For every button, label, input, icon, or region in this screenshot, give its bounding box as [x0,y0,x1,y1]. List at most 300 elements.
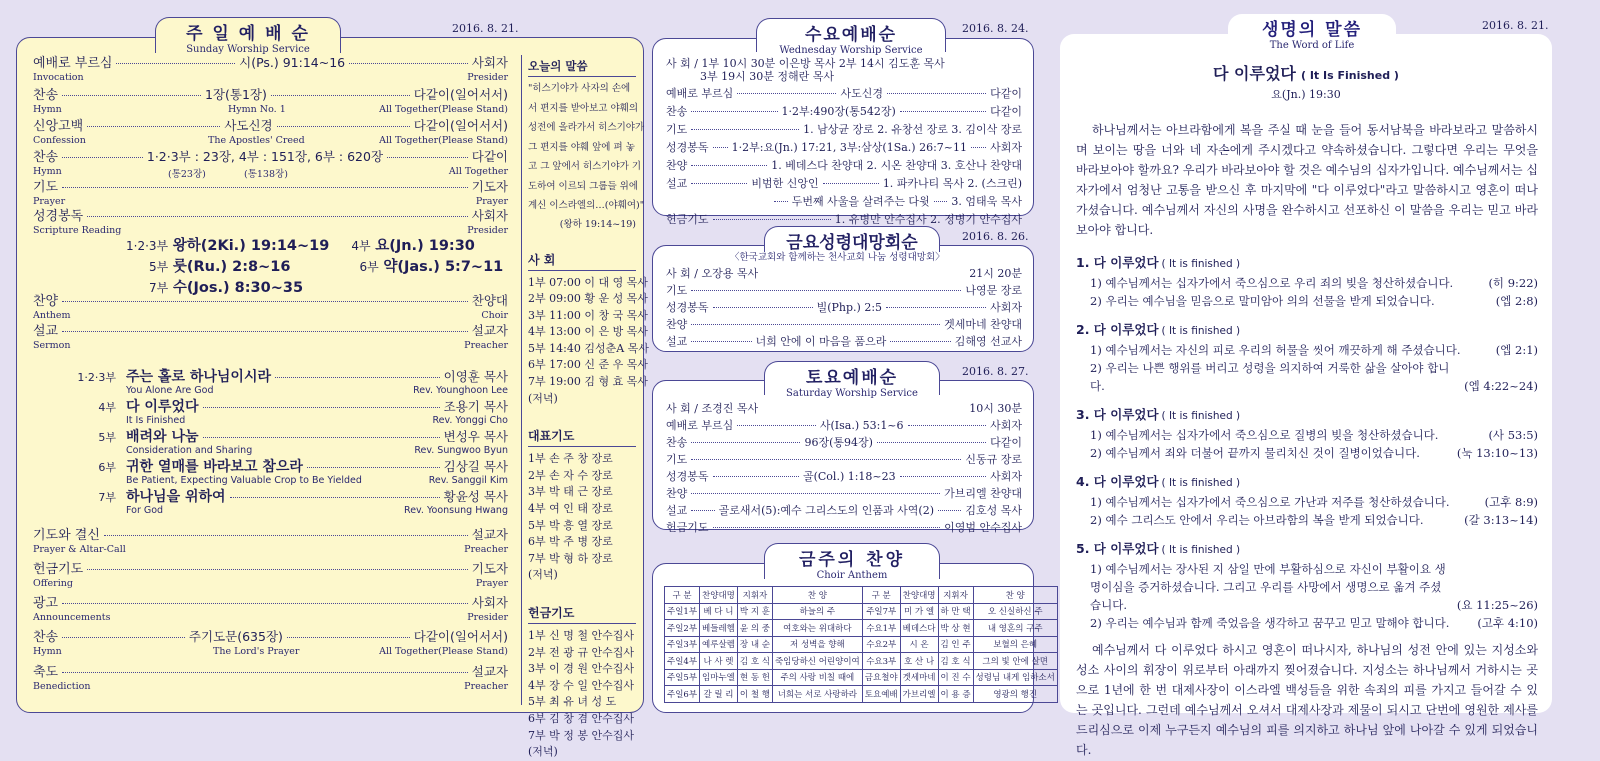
sunday-item-en: Scripture Reading [33,225,122,236]
sermon-service: 7부 [98,491,116,504]
word-main-title: 다 이루었다 [1213,64,1296,83]
anthem-cell: 금요철야 [862,669,900,686]
anthem-cell: 이 용 증 [938,686,973,703]
sermon-preacher: 김상길 목사 [443,459,508,474]
sat-leader-text: 사 회 / 조경진 목사 [666,402,759,415]
sermon-title: 배려와 나눔 [126,429,199,445]
leader-dots [691,459,961,460]
side-column [528,58,649,761]
word-ref: 요(Jn.) 19:30 [1271,88,1341,101]
anthem-cell: 윤 의 중 [737,620,772,637]
fri-row-item: 성경봉독 [666,301,709,314]
sunday-item-en: Offering [33,578,73,589]
word-sub-text: 1) 예수님께서는 장사된 지 삼일 만에 부활하심으로 자신이 부활이요 생명이심을 증거하셨습니다. 그리고 우리를 사망에서 생명으로 옮겨 주셨습니다. [1090,562,1446,612]
word-sub-ref: (엡 4:22~24) [1464,379,1538,393]
anthem-row [665,603,1058,620]
sunday-item-en: Anthem [33,310,71,321]
pray-line: 7부 박 형 하 장로 [528,551,613,565]
leader-dots [887,93,986,94]
sunday-item-en: Hymn [33,166,62,177]
word-point-en: ( It is finished ) [1161,325,1241,337]
leader-dots [823,183,879,184]
sunday-item-en: Sermon [33,340,71,351]
anthem-cell: 하 만 택 [938,603,973,620]
word-point [1076,472,1538,529]
fri-row-role: 사회자 [990,301,1022,314]
word-point-heading: 4. 다 이루었다 [1076,474,1159,489]
sermon-preacher-en: Rev. Yoonsung Hwang [404,505,508,516]
leader-dots [691,341,751,342]
offering-line: 6부 김 창 겸 안수집사 [528,711,634,725]
anthem-cell: 너희는 서로 사랑하라 [772,686,862,703]
word-line: 그 편지를 야훼 앞에 펴 놓 [528,141,635,153]
wed-row [666,195,1022,209]
fri-row-role: 겟세마네 찬양대 [944,318,1022,331]
sunday-item: 기도와 결신 [33,528,100,543]
word-point [1076,539,1538,632]
fri-row-item: 설교 [666,335,688,348]
sunday-item-role: 설교자 [471,323,508,338]
leader-dots [87,216,468,217]
lead-line: 4부 13:00 이 은 방 목사 [528,325,648,339]
sunday-row-r3 [33,119,508,134]
sunday-item: 기도 [33,180,59,195]
sunday-row-r4 [33,150,508,165]
wed-row-role: 사회자 [990,141,1023,154]
saturday-date: 2016. 8. 27. [962,365,1029,378]
word-line: 성전에 올라가서 히스기야가 [528,122,645,133]
sermon-preacher-en: Rev. Younghoon Lee [413,385,508,396]
hymn-old-no-a: (통23장) [168,169,206,180]
word-sub-point [1076,614,1538,632]
word-point-title [1076,539,1538,560]
word-body [1076,120,1538,760]
sunday-row-r12 [33,630,508,645]
sunday-date: 2016. 8. 21. [452,22,519,35]
anthem-cell: 이 철 행 [737,686,772,703]
leader-dots [691,129,799,130]
sat-row-item: 찬송 [666,436,688,449]
fri-row [666,318,1022,332]
word-line: 계신 이스라엘의…(야훼여)" [528,200,645,211]
sermon-title-en: You Alone Are God [126,385,214,396]
offering-line: 7부 박 정 봉 안수집사 [528,728,634,742]
word-sub-ref: (고후 8:9) [1484,495,1538,509]
anthem-subtitle: Choir Anthem [816,570,888,581]
word-subtitle: The Word of Life [1269,40,1355,51]
sat-row-item: 헌금기도 [666,521,709,534]
word-line: 고 그 앞에서 히스기야가 기 [528,161,642,172]
sunday-item: 성경봉독 [33,209,84,224]
sat-time: 10시 30분 [969,402,1022,415]
fri-row [666,301,1022,315]
wed-row-detail: 사도신경 [840,87,883,100]
lead-line: 5부 14:40 김성춘A 목사 [528,341,649,355]
anthem-cell: 내 영혼의 구주 [973,620,1057,637]
wed-row [666,123,1022,137]
sermon-title-en: Consideration and Sharing [126,445,253,456]
anthem-cell: 현 동 헌 [737,669,772,686]
word-title: 생명의 말씀 [1261,20,1363,40]
sunday-role-en: Choir [481,310,508,321]
sat-row-item: 성경봉독 [666,470,709,483]
word-sub-text: 2) 우리는 예수님과 함께 죽었음을 생각하고 꿈꾸고 믿고 말해야 합니다. [1090,616,1450,630]
sermon-preacher-en: Rev. Sanggil Kim [428,475,508,486]
friday-date: 2016. 8. 26. [962,230,1029,243]
leader-dots [908,425,987,426]
sunday-row-r11 [33,596,508,611]
sunday-item-en: Hymn [33,646,62,657]
anthem-cell: 성령님 내게 임하소서 [973,669,1057,686]
wed-leader-2-text: 3부 19시 30분 정해란 목사 [700,70,834,83]
word-main-title-en: ( It Is Finished ) [1300,69,1399,82]
sunday-item: 광고 [33,596,59,611]
sunday-item-role: 다같이(일어서서) [413,87,509,102]
sunday-role-en: Preacher [464,340,508,351]
leader-dots [900,476,986,477]
anthem-col-header: 구 분 [665,587,700,604]
wed-row-detail: 두번째 사울을 살려주는 다윗 [791,195,930,208]
wednesday-subtitle: Wednesday Worship Service [779,45,923,56]
leader-dots [62,187,468,188]
sermon-preacher-en: Rev. Yonggi Cho [432,415,508,426]
sat-row-item: 찬양 [666,487,688,500]
word-sub-point [1076,426,1538,444]
leader-dots [116,63,235,64]
sunday-item-detail: 1·2·3부 : 23장, 4부 : 151장, 6부 : 620장 [146,149,384,164]
sat-row [666,521,1022,535]
anthem-cell: 미 가 엘 [900,603,938,620]
sat-row-role: 신동규 장로 [965,453,1022,466]
pray-line: (저녁) [528,568,558,582]
word-sub-point [1076,359,1538,395]
word-point-en: ( It is finished ) [1161,544,1241,556]
sunday-role-en: All Together(Please Stand) [379,104,508,115]
word-point-heading: 5. 다 이루었다 [1076,541,1159,556]
leader-dots [62,603,468,604]
anthem-cell: 죽임당하신 어린양이여 [772,653,862,670]
lead-line: 3부 11:00 이 창 국 목사 [528,308,648,322]
sermon-title-en: It Is Finished [126,415,186,426]
anthem-cell: 하늘의 주 [772,603,862,620]
sunday-role-en: Preacher [464,681,508,692]
anthem-cell: 토요예배 [862,686,900,703]
pray-line: 5부 박 흥 열 장로 [528,518,613,532]
sunday-item: 찬송 [33,88,59,103]
sermon-row [72,370,508,385]
wed-row-role: 1. 유병만 안수집사 2. 정병기 안수집사 [834,213,1022,226]
leader-dots [938,510,961,511]
anthem-cell: 주일7부 [862,603,900,620]
sunday-item-role: 기도자 [471,179,508,194]
lead-line: 7부 19:00 김 형 효 목사 [528,375,648,389]
leader-dots [886,307,986,308]
sunday-item-en: Confession [33,135,86,146]
anthem-cell: 그의 빛 안에 살면 [973,653,1057,670]
word-sub-ref: (엡 2:8) [1495,294,1538,308]
sunday-item: 헌금기도 [33,562,84,577]
word-sub-point [1076,274,1538,292]
sermon-title-en: Be Patient, Expecting Valuable Crop to Be Yielded [126,475,362,486]
sat-row [666,470,1022,484]
word-date: 2016. 8. 21. [1482,19,1549,32]
anthem-cell: 시 온 [900,636,938,653]
sunday-row-r6 [33,209,508,224]
word-sub-text: 1) 예수님께서는 십자가에서 죽으심으로 우리 죄의 빚을 청산하셨습니다. [1090,276,1454,290]
lead-line: (저녁) [528,391,558,405]
leader-dots [900,111,986,112]
scr-4: 약(Jas.) 5:7~11 [383,259,504,275]
sat-row-detail: 골로새서(5):예수 그리스도의 인품과 사역(2) [718,504,934,517]
wed-row-item: 찬송 [666,105,688,118]
wed-row-detail: 1·2부:요(Jn.) 17:21, 3부:삼상(1Sa.) 26:7~11 [731,141,968,154]
sermon-title-en: For God [126,505,164,516]
leader-dots [691,510,714,511]
saturday-subtitle: Saturday Worship Service [786,388,918,399]
anthem-col-header: 찬양대명 [700,587,738,604]
leader-dots [275,377,440,378]
word-point-title [1076,405,1538,426]
sunday-item-role: 설교자 [471,527,508,542]
anthem-row [665,620,1058,637]
word-sub-point [1076,292,1538,310]
sunday-item-en: Invocation [33,72,84,83]
offering-line: 4부 장 수 일 안수집사 [528,678,634,692]
sunday-row-r8 [33,324,508,339]
sunday-row-r2 [33,88,508,103]
sunday-detail-en: The Apostles' Creed [208,135,305,146]
word-sub-ref: (요 11:25~26) [1456,598,1538,612]
leader-dots [230,497,440,498]
saturday-title: 토요예배순 [805,368,899,388]
word-point-title [1076,253,1538,274]
anthem-cell: 주일1부 [665,603,700,620]
leader-dots [691,183,747,184]
sermon-preacher: 변성우 목사 [443,429,508,444]
sunday-item-role: 사회자 [471,208,508,223]
leader-dots [713,307,813,308]
hymn-old-no-b: (통138장) [244,169,288,180]
word-outro: 예수님께서 다 이루었다 하시고 영혼이 떠나시자, 하나님의 성전 안에 있는 지성소와 성소 사이의 휘장이 위로부터 아래까지 찢어졌습니다. 지성소는 하나님께서 거하시는 곳으로 1년에 한 번 대제사장이 이스라엘 백성들을 위한 속죄의 피를 가지고 들어갈 수 있는 곳입니다. 그런데 예수님께서 오셔서 대제사장과 제물이 되시고 단번에 영원한 제사를 드리심으로 이제 누구든지 예수님의 피를 의지하고 하나님 앞에 나아갈 수 있게 되었습니다. [1076,643,1538,757]
anthem-cell: 보혈의 은혜 [973,636,1057,653]
wed-row-item: 설교 [666,177,688,190]
lead-heading: 사 회 [528,251,636,271]
lead-line: 1부 07:00 이 대 영 목사 [528,275,648,289]
sunday-item-en: Announcements [33,612,111,623]
wed-row [666,213,1022,227]
word-sub-text: 2) 예수 그리스도 안에서 우리는 아브라함의 복을 받게 되었습니다. [1090,513,1424,527]
fri-leader [666,267,1022,281]
anthem-cell: 베들레헴 [700,620,738,637]
word-point [1076,405,1538,462]
wed-row [666,105,1022,119]
sat-row-role: 다같이 [990,436,1022,449]
sermon-service: 6부 [98,461,116,474]
anthem-tab [764,543,940,579]
sat-row [666,504,1022,518]
anthem-cell: 베 다 니 [700,603,738,620]
wed-row [666,159,1022,173]
sat-row-role: 김호성 목사 [965,504,1022,517]
leader-dots [691,290,961,291]
word-intro: 하나님께서는 아브라함에게 복을 주실 때 눈을 들어 동서남북을 바라보라고 말씀하시며 보이는 땅을 너와 네 자손에게 주시겠다고 약속하셨습니다. 그렇다면 우리는 무엇을 바라보아야 할까요? 우리가 바라보아야 할 것은 예수님의 십자가입니다. 예수님께서는 십자가에서 엄청난 고통을 받으신 후 마지막에 "다 이루었다"라고 말씀하시고 영혼이 떠나가셨습니다. 예수님께서 자신의 사명을 완수하시고 선포하신 이 말씀을 우리는 믿고 바라보아야 합니다. [1076,123,1538,237]
sat-row [666,436,1022,450]
leader-dots [62,301,468,302]
anthem-cell: 예루살렘 [700,636,738,653]
scr-svc-2: 4부 [351,239,371,253]
sunday-item-detail: 주기도문(635장) [188,629,283,644]
wed-row-item: 헌금기도 [666,213,709,226]
sunday-item-detail: 시(Ps.) 91:14~16 [239,55,346,70]
leader-dots [934,201,948,202]
leader-dots [691,493,940,494]
word-tab [1228,14,1396,50]
scr-2: 요(Jn.) 19:30 [375,238,475,254]
saturday-tab [764,361,940,399]
scr-svc-1: 1·2·3부 [126,239,169,253]
wed-leader-1: 사 회 / 1부 10시 30분 이은방 목사 2부 14시 김도훈 목사 [666,57,945,70]
leader-dots [62,331,468,332]
word-sub-text: 2) 예수님께서 죄와 더불어 끝까지 물리치신 것이 질병이었습니다. [1090,446,1420,460]
anthem-cell: 임마누엘 [700,669,738,686]
word-sub-ref: (갈 3:13~14) [1464,513,1538,527]
word-sub-point [1076,341,1538,359]
anthem-cell: 김 인 주 [938,636,973,653]
wed-leader-2 [700,70,834,84]
sermon-row [72,400,508,415]
anthem-cell: 주의 사랑 비칠 때에 [772,669,862,686]
leader-dots [271,95,410,96]
anthem-row [665,636,1058,653]
wed-row-role: 3. 엄태욱 목사 [951,195,1023,208]
anthem-cell: 이 진 수 [938,669,973,686]
word-point-en: ( It is finished ) [1161,477,1241,489]
sunday-item-role: 사회자 [471,55,509,70]
anthem-row [665,686,1058,703]
anthem-cell: 오 신실하신 주 [973,603,1057,620]
word-sub-point [1076,560,1538,614]
sunday-item: 축도 [33,665,59,680]
leader-dots [877,442,986,443]
word-sub-text: 1) 예수님께서는 십자가에서 죽으심으로 질병의 빚을 청산하셨습니다. [1090,428,1439,442]
scripture-list [126,236,503,299]
word-point [1076,253,1538,310]
fri-row [666,335,1022,349]
anthem-cell: 여호와는 위대하다 [772,620,862,637]
leader-dots [737,425,816,426]
sunday-item: 설교 [33,324,59,339]
sermon-row [72,490,508,505]
leader-dots [713,527,941,528]
offering-line: 3부 이 경 원 안수집사 [528,662,634,676]
sat-row-role: 이영범 안수집사 [944,521,1022,534]
sunday-role-en: All Together(Please Stand) [379,135,508,146]
leader-dots [774,201,788,202]
anthem-cell: 박 상 현 [938,620,973,637]
sat-row [666,453,1022,467]
sunday-role-en: Presider [467,72,508,83]
word-sub-point [1076,511,1538,529]
sermon-preacher: 조용기 목사 [443,399,508,414]
fri-row-role: 나영문 장로 [965,284,1022,297]
friday-subtitle: 〈한국교회와 함께하는 천사교회 나눔 성령대망회〉 [730,252,945,263]
sunday-role-en: Preacher [464,544,508,555]
word-sub-point [1076,493,1538,511]
sat-row-item: 예배로 부르심 [666,419,734,432]
anthem-col-header: 지휘자 [737,587,772,604]
anthem-col-header: 구 분 [862,587,900,604]
sat-row-detail: 사(Isa.) 53:1~6 [819,419,904,432]
scr-3: 룻(Ru.) 2:8~16 [172,259,291,275]
leader-dots [277,126,410,127]
sunday-role-en: Presider [467,225,508,236]
wed-leader [666,57,945,71]
offering-line: (저녁) [528,745,558,759]
sermon-row [72,460,508,475]
word-point-title [1076,472,1538,493]
lead-line: 2부 09:00 황 운 성 목사 [528,292,648,306]
wednesday-date: 2016. 8. 24. [962,22,1029,35]
anthem-cell: 저 성벽을 향해 [772,636,862,653]
word-point-heading: 3. 다 이루었다 [1076,407,1159,422]
scr-svc-3: 5부 [149,260,169,274]
sunday-item-en: Benediction [33,681,91,692]
sunday-item-role: 찬양대 [471,293,508,308]
sunday-subtitle: Sunday Worship Service [186,44,310,55]
word-line: 도하여 이르되 그룹들 위에 [528,180,639,192]
pray-heading: 대표기도 [528,427,636,447]
sermon-title: 주는 홀로 하나님이시라 [126,369,271,385]
wednesday-tab [756,18,946,56]
leader-dots [87,126,220,127]
sunday-role-en: All Together(Please Stand) [379,646,508,657]
sunday-item-en: Prayer [33,196,66,207]
sunday-role-en: All Together [448,166,508,177]
pray-line: 4부 여 인 태 장로 [528,502,613,516]
anthem-cell: 갈 릴 리 [700,686,738,703]
sunday-role-en: Presider [467,612,508,623]
leader-dots [387,157,468,158]
anthem-cell: 주일3부 [665,636,700,653]
sunday-row-r1 [33,56,508,71]
word-sub-text: 1) 예수님께서는 십자가에서 죽으심으로 가난과 저주를 청산하셨습니다. [1090,495,1450,509]
sat-row-detail: 96장(통94장) [804,436,873,449]
sunday-item-role: 설교자 [471,664,508,679]
offering-line: 1부 신 명 철 안수집사 [528,629,634,642]
leader-dots [104,535,468,536]
anthem-col-header: 찬양대명 [900,587,938,604]
wed-row-role: 1. 베데스다 찬양대 2. 시온 찬양대 3. 호산나 찬양대 [771,159,1022,172]
offering-heading: 헌금기도 [528,604,636,624]
sunday-role-en: Prayer [475,578,508,589]
anthem-cell: 겟세마네 [900,669,938,686]
anthem-table [664,586,1058,703]
word-point-en: ( It is finished ) [1161,410,1241,422]
fri-row-role: 김해영 선교사 [954,335,1022,348]
leader-dots [691,111,777,112]
anthem-cell: 박 지 훈 [737,603,772,620]
wed-row-detail: 1·2부:490장(통542장) [781,105,896,118]
word-sub-ref: (히 9:22) [1488,276,1538,290]
leader-dots [691,165,767,166]
sat-row-item: 설교 [666,504,688,517]
leader-dots [713,476,799,477]
scr-5: 수(Jos.) 8:30~35 [172,280,304,296]
sunday-item-role: 다같이(일어서서) [413,118,509,133]
anthem-cell: 수요2부 [862,636,900,653]
leader-dots [890,341,950,342]
sat-row [666,419,1022,433]
